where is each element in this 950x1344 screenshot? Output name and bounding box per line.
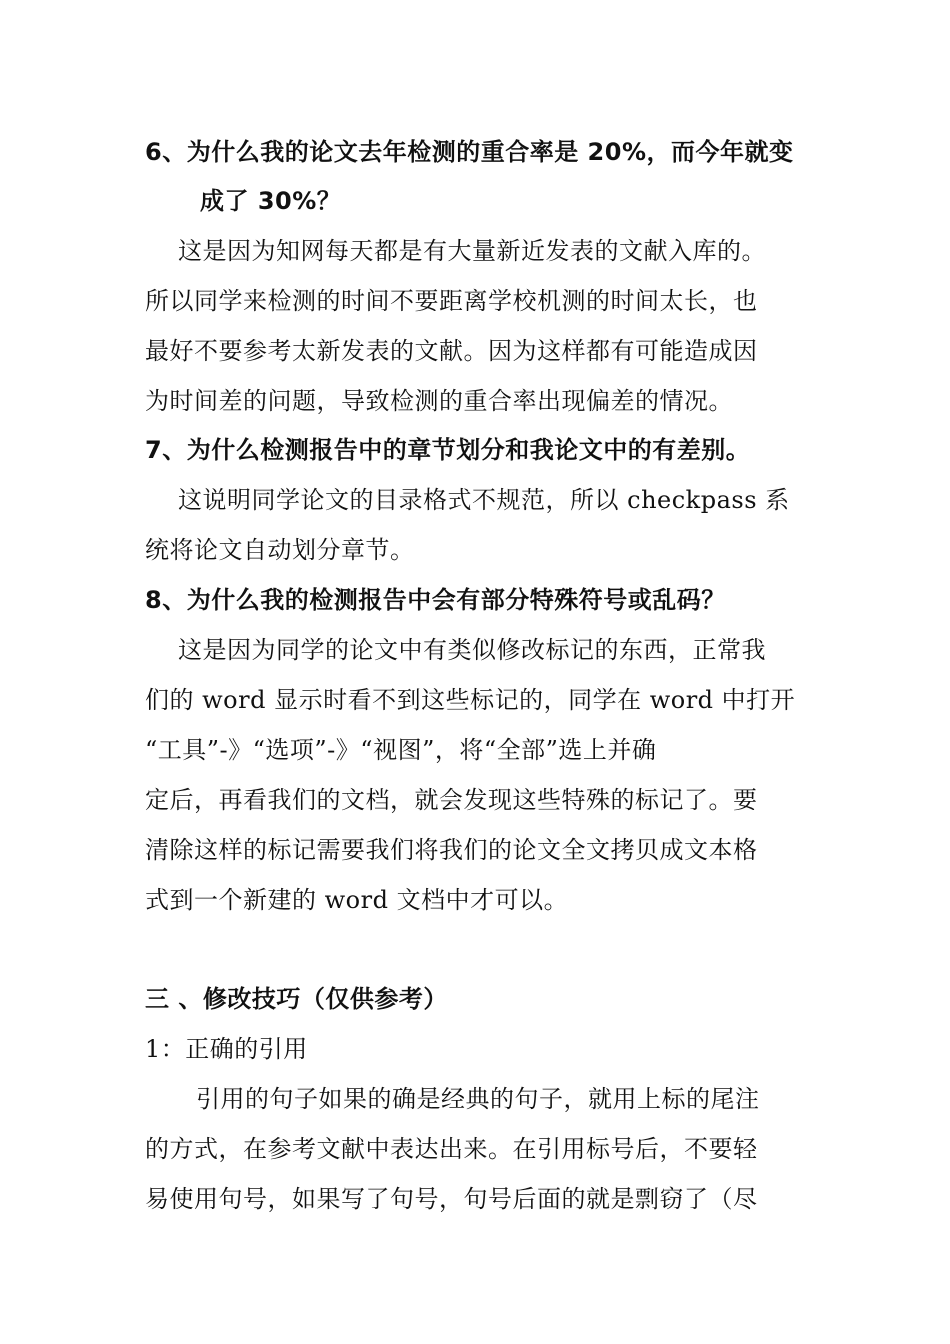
section3-subheading: 1：正确的引用	[145, 1035, 308, 1063]
q8-answer-line: “工具”-》“选项”-》“视图”，将“全部”选上并确	[145, 736, 657, 764]
q8-answer-line: 这是因为同学的论文中有类似修改标记的东西，正常我	[178, 636, 766, 664]
q7-answer-line: 统将论文自动划分章节。	[145, 536, 415, 564]
q8-answer-line: 定后，再看我们的文档，就会发现这些特殊的标记了。要	[145, 786, 758, 814]
section3-body-line: 易使用句号，如果写了句号，句号后面的就是剽窃了（尽	[145, 1185, 758, 1213]
section3-body-line: 的方式，在参考文献中表达出来。在引用标号后，不要轻	[145, 1135, 758, 1163]
q6-answer-line: 这是因为知网每天都是有大量新近发表的文献入库的。	[178, 237, 766, 265]
q8-answer-line: 式到一个新建的 word 文档中才可以。	[145, 886, 569, 914]
q7-answer-line: 这说明同学论文的目录格式不规范，所以 checkpass 系	[178, 486, 790, 514]
q7-title: 7、为什么检测报告中的章节划分和我论文中的有差别。	[145, 436, 751, 464]
q8-answer-line: 们的 word 显示时看不到这些标记的，同学在 word 中打开	[145, 686, 796, 714]
q8-title: 8、为什么我的检测报告中会有部分特殊符号或乱码？	[145, 586, 726, 614]
q6-answer-line: 最好不要参考太新发表的文献。因为这样都有可能造成因	[145, 337, 758, 365]
section3-body-line: 引用的句子如果的确是经典的句子，就用上标的尾注	[196, 1085, 760, 1113]
q8-answer-line: 清除这样的标记需要我们将我们的论文全文拷贝成文本格	[145, 836, 758, 864]
q6-answer-line: 为时间差的问题，导致检测的重合率出现偏差的情况。	[145, 387, 733, 415]
q6-title-line2: 成了 30%？	[200, 187, 342, 215]
q6-title-line1: 6、为什么我的论文去年检测的重合率是 20%，而今年就变	[145, 138, 794, 166]
section3-heading: 三 、修改技巧（仅供参考）	[145, 985, 448, 1013]
q6-answer-line: 所以同学来检测的时间不要距离学校机测的时间太长，也	[145, 287, 758, 315]
